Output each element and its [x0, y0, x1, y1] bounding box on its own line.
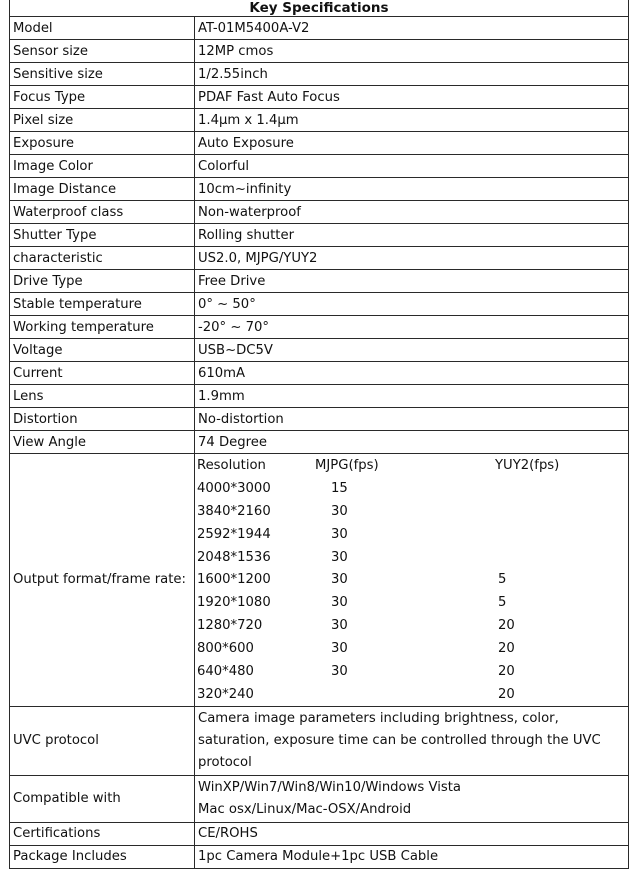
frame-rate-row [197, 660, 628, 683]
spec-row [10, 270, 629, 293]
mjpg-cell: 30 [331, 663, 348, 679]
spec-row [10, 109, 629, 132]
spec-table [9, 0, 629, 869]
spec-value: AT-01M5400A-V2 [195, 17, 629, 40]
frame-rate-row [197, 591, 628, 614]
frame-rate-row [197, 637, 628, 660]
resolution-cell: 1280*720 [197, 618, 263, 634]
spec-value: 12MP cmos [195, 40, 629, 63]
yuy2-cell: 20 [498, 686, 515, 702]
frame-rate-row [197, 523, 628, 546]
yuy2-cell: 20 [498, 618, 515, 634]
output-format-label: Output format/frame rate: [10, 454, 195, 707]
spec-sheet [9, 0, 629, 869]
resolution-cell: 2592*1944 [197, 526, 271, 542]
frame-rate-row [197, 500, 628, 523]
spec-row [10, 339, 629, 362]
spec-value: 1.4μm x 1.4μm [195, 109, 629, 132]
resolution-cell: 3840*2160 [197, 503, 271, 519]
compatible-line: WinXP/Win7/Win8/Win10/Windows Vista [198, 779, 461, 795]
spec-row [10, 224, 629, 247]
mjpg-cell: 30 [331, 503, 348, 519]
compatible-value [195, 775, 629, 822]
spec-label: Current [10, 362, 195, 385]
spec-value: Rolling shutter [195, 224, 629, 247]
resolution-cell: 1600*1200 [197, 572, 271, 588]
resolution-header: Resolution [197, 457, 266, 473]
output-format-value [195, 454, 629, 707]
spec-value: 1/2.55inch [195, 63, 629, 86]
spec-label: Waterproof class [10, 201, 195, 224]
spec-label: Sensor size [10, 40, 195, 63]
frame-rate-table [197, 454, 628, 706]
spec-row [10, 17, 629, 40]
spec-label: Drive Type [10, 270, 195, 293]
compatible-line: Mac osx/Linux/Mac-OSX/Android [198, 801, 412, 817]
spec-row [10, 40, 629, 63]
spec-value: Free Drive [195, 270, 629, 293]
spec-value: -20° ~ 70° [195, 316, 629, 339]
spec-label: Shutter Type [10, 224, 195, 247]
frame-rate-row [197, 477, 628, 500]
mjpg-cell: 30 [331, 641, 348, 657]
spec-value: 1.9mm [195, 385, 629, 408]
spec-row [10, 293, 629, 316]
yuy2-cell [465, 500, 628, 523]
mjpg-cell: 30 [331, 526, 348, 542]
spec-label: View Angle [10, 431, 195, 454]
yuy2-cell [465, 477, 628, 500]
spec-value: No-distortion [195, 408, 629, 431]
yuy2-cell: 20 [498, 641, 515, 657]
mjpg-header: MJPG(fps) [315, 457, 379, 473]
spec-row [10, 178, 629, 201]
resolution-cell: 1920*1080 [197, 595, 271, 611]
spec-row [10, 63, 629, 86]
compatible-label: Compatible with [10, 775, 195, 822]
output-format-section [10, 454, 629, 869]
frame-rate-row [197, 568, 628, 591]
mjpg-cell [307, 683, 465, 706]
resolution-cell: 800*600 [197, 641, 254, 657]
yuy2-cell [465, 523, 628, 546]
spec-label: Working temperature [10, 316, 195, 339]
package-label: Package Includes [10, 845, 195, 868]
spec-row [10, 408, 629, 431]
spec-value: PDAF Fast Auto Focus [195, 86, 629, 109]
spec-row [10, 201, 629, 224]
spec-row [10, 247, 629, 270]
spec-row [10, 155, 629, 178]
frame-rate-header [197, 454, 628, 477]
spec-value: 0° ~ 50° [195, 293, 629, 316]
frame-rate-row [197, 546, 628, 569]
table-title: Key Specifications [10, 0, 629, 17]
mjpg-cell: 30 [331, 549, 348, 565]
mjpg-cell: 30 [331, 618, 348, 634]
spec-row [10, 385, 629, 408]
spec-label: Lens [10, 385, 195, 408]
resolution-cell: 640*480 [197, 663, 254, 679]
spec-body [10, 17, 629, 454]
resolution-cell: 2048*1536 [197, 549, 271, 565]
yuy2-cell: 5 [498, 595, 507, 611]
frame-rate-row [197, 683, 628, 706]
uvc-line: saturation, exposure time can be controlled through the UVC [198, 732, 601, 748]
spec-row [10, 86, 629, 109]
spec-label: Pixel size [10, 109, 195, 132]
spec-value: Auto Exposure [195, 132, 629, 155]
certifications-value: CE/ROHS [195, 822, 629, 845]
spec-label: Voltage [10, 339, 195, 362]
spec-label: Sensitive size [10, 63, 195, 86]
frame-rate-rows [197, 477, 628, 706]
resolution-cell: 4000*3000 [197, 480, 271, 496]
spec-value: USB~DC5V [195, 339, 629, 362]
uvc-line: protocol [198, 754, 252, 770]
uvc-line: Camera image parameters including brightness, color, [198, 710, 559, 726]
spec-label: characteristic [10, 247, 195, 270]
spec-label: Distortion [10, 408, 195, 431]
yuy2-header: YUY2(fps) [495, 457, 560, 473]
frame-rate-row [197, 614, 628, 637]
spec-value: 74 Degree [195, 431, 629, 454]
uvc-value [195, 706, 629, 775]
spec-value: 10cm~infinity [195, 178, 629, 201]
spec-row [10, 431, 629, 454]
resolution-cell: 320*240 [197, 686, 254, 702]
spec-label: Stable temperature [10, 293, 195, 316]
mjpg-cell: 15 [331, 480, 348, 496]
spec-label: Exposure [10, 132, 195, 155]
spec-label: Image Distance [10, 178, 195, 201]
spec-value: 610mA [195, 362, 629, 385]
spec-value: Colorful [195, 155, 629, 178]
spec-row [10, 316, 629, 339]
uvc-label: UVC protocol [10, 706, 195, 775]
spec-value: US2.0, MJPG/YUY2 [195, 247, 629, 270]
yuy2-cell [465, 546, 628, 569]
package-value: 1pc Camera Module+1pc USB Cable [195, 845, 629, 868]
mjpg-cell: 30 [331, 572, 348, 588]
yuy2-cell: 20 [498, 663, 515, 679]
spec-value: Non-waterproof [195, 201, 629, 224]
mjpg-cell: 30 [331, 595, 348, 611]
spec-label: Model [10, 17, 195, 40]
spec-label: Image Color [10, 155, 195, 178]
spec-row [10, 132, 629, 155]
spec-row [10, 362, 629, 385]
spec-label: Focus Type [10, 86, 195, 109]
yuy2-cell: 5 [498, 572, 507, 588]
certifications-label: Certifications [10, 822, 195, 845]
